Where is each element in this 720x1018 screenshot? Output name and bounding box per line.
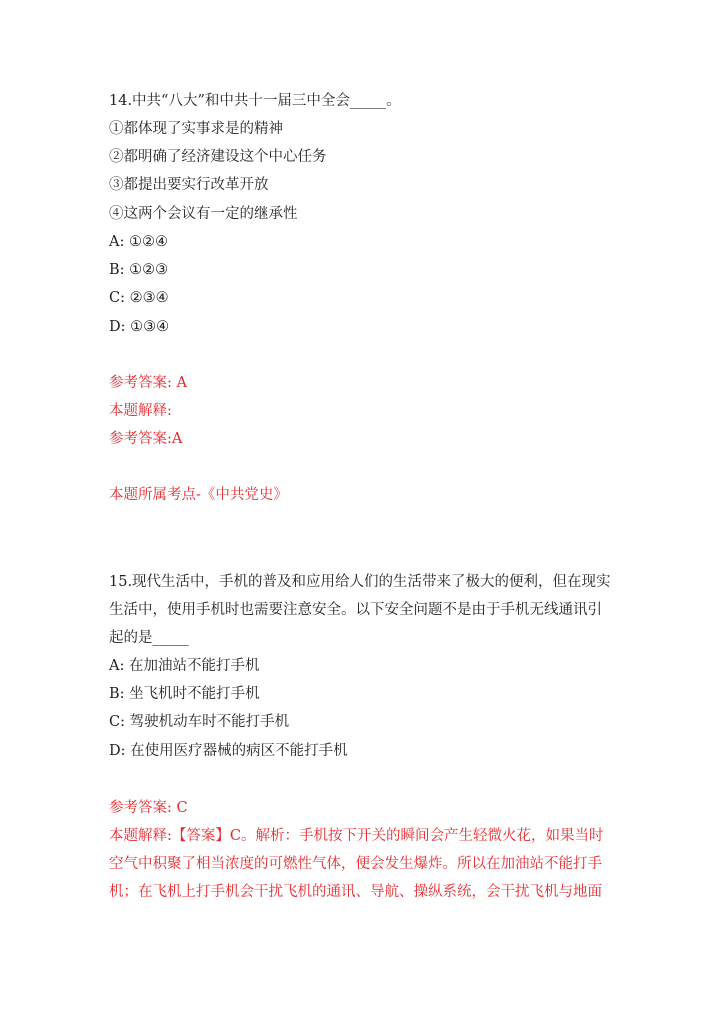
option-b: B: ①②③ [109, 262, 169, 278]
option-c: C: ②③④ [109, 290, 169, 306]
statement: ④这两个会议有一定的继承性 [109, 206, 298, 222]
question-stem: 15.现代生活中，手机的普及和应用给人们的生活带来了极大的便利，但在现实 [109, 574, 611, 590]
option-d: D: 在使用医疗器械的病区不能打手机 [109, 743, 348, 759]
reference-answer: 参考答案: C [109, 800, 188, 816]
option-a: A: 在加油站不能打手机 [109, 658, 260, 674]
explanation-label: 本题解释: [109, 403, 172, 419]
question-stem: 起的是_____ [109, 630, 189, 646]
option-d: D: ①③④ [109, 319, 170, 335]
explanation: 空气中积聚了相当浓度的可燃性气体，便会发生爆炸。所以在加油站不能打手 [109, 856, 602, 872]
statement: ③都提出要实行改革开放 [109, 177, 269, 193]
statement: ②都明确了经济建设这个中心任务 [109, 149, 327, 165]
option-a: A: ①②④ [109, 234, 168, 250]
question-stem: 生活中，使用手机时也需要注意安全。以下安全问题不是由于手机无线通讯引 [109, 602, 602, 618]
question-stem: 14.中共“八大”和中共十一届三中全会_____。 [109, 93, 401, 109]
topic-label: 本题所属考点-《中共党史》 [109, 487, 288, 503]
option-b: B: 坐飞机时不能打手机 [109, 686, 260, 702]
reference-answer: 参考答案: A [109, 375, 187, 391]
explanation: 本题解释:【答案】C。解析：手机按下开关的瞬间会产生轻微火花，如果当时 [109, 828, 604, 844]
explanation: 机；在飞机上打手机会干扰飞机的通讯、导航、操纵系统，会干扰飞机与地面 [109, 884, 602, 900]
option-c: C: 驾驶机动车时不能打手机 [109, 714, 290, 730]
statement: ①都体现了实事求是的精神 [109, 121, 283, 137]
reference-answer-repeat: 参考答案:A [109, 431, 183, 447]
